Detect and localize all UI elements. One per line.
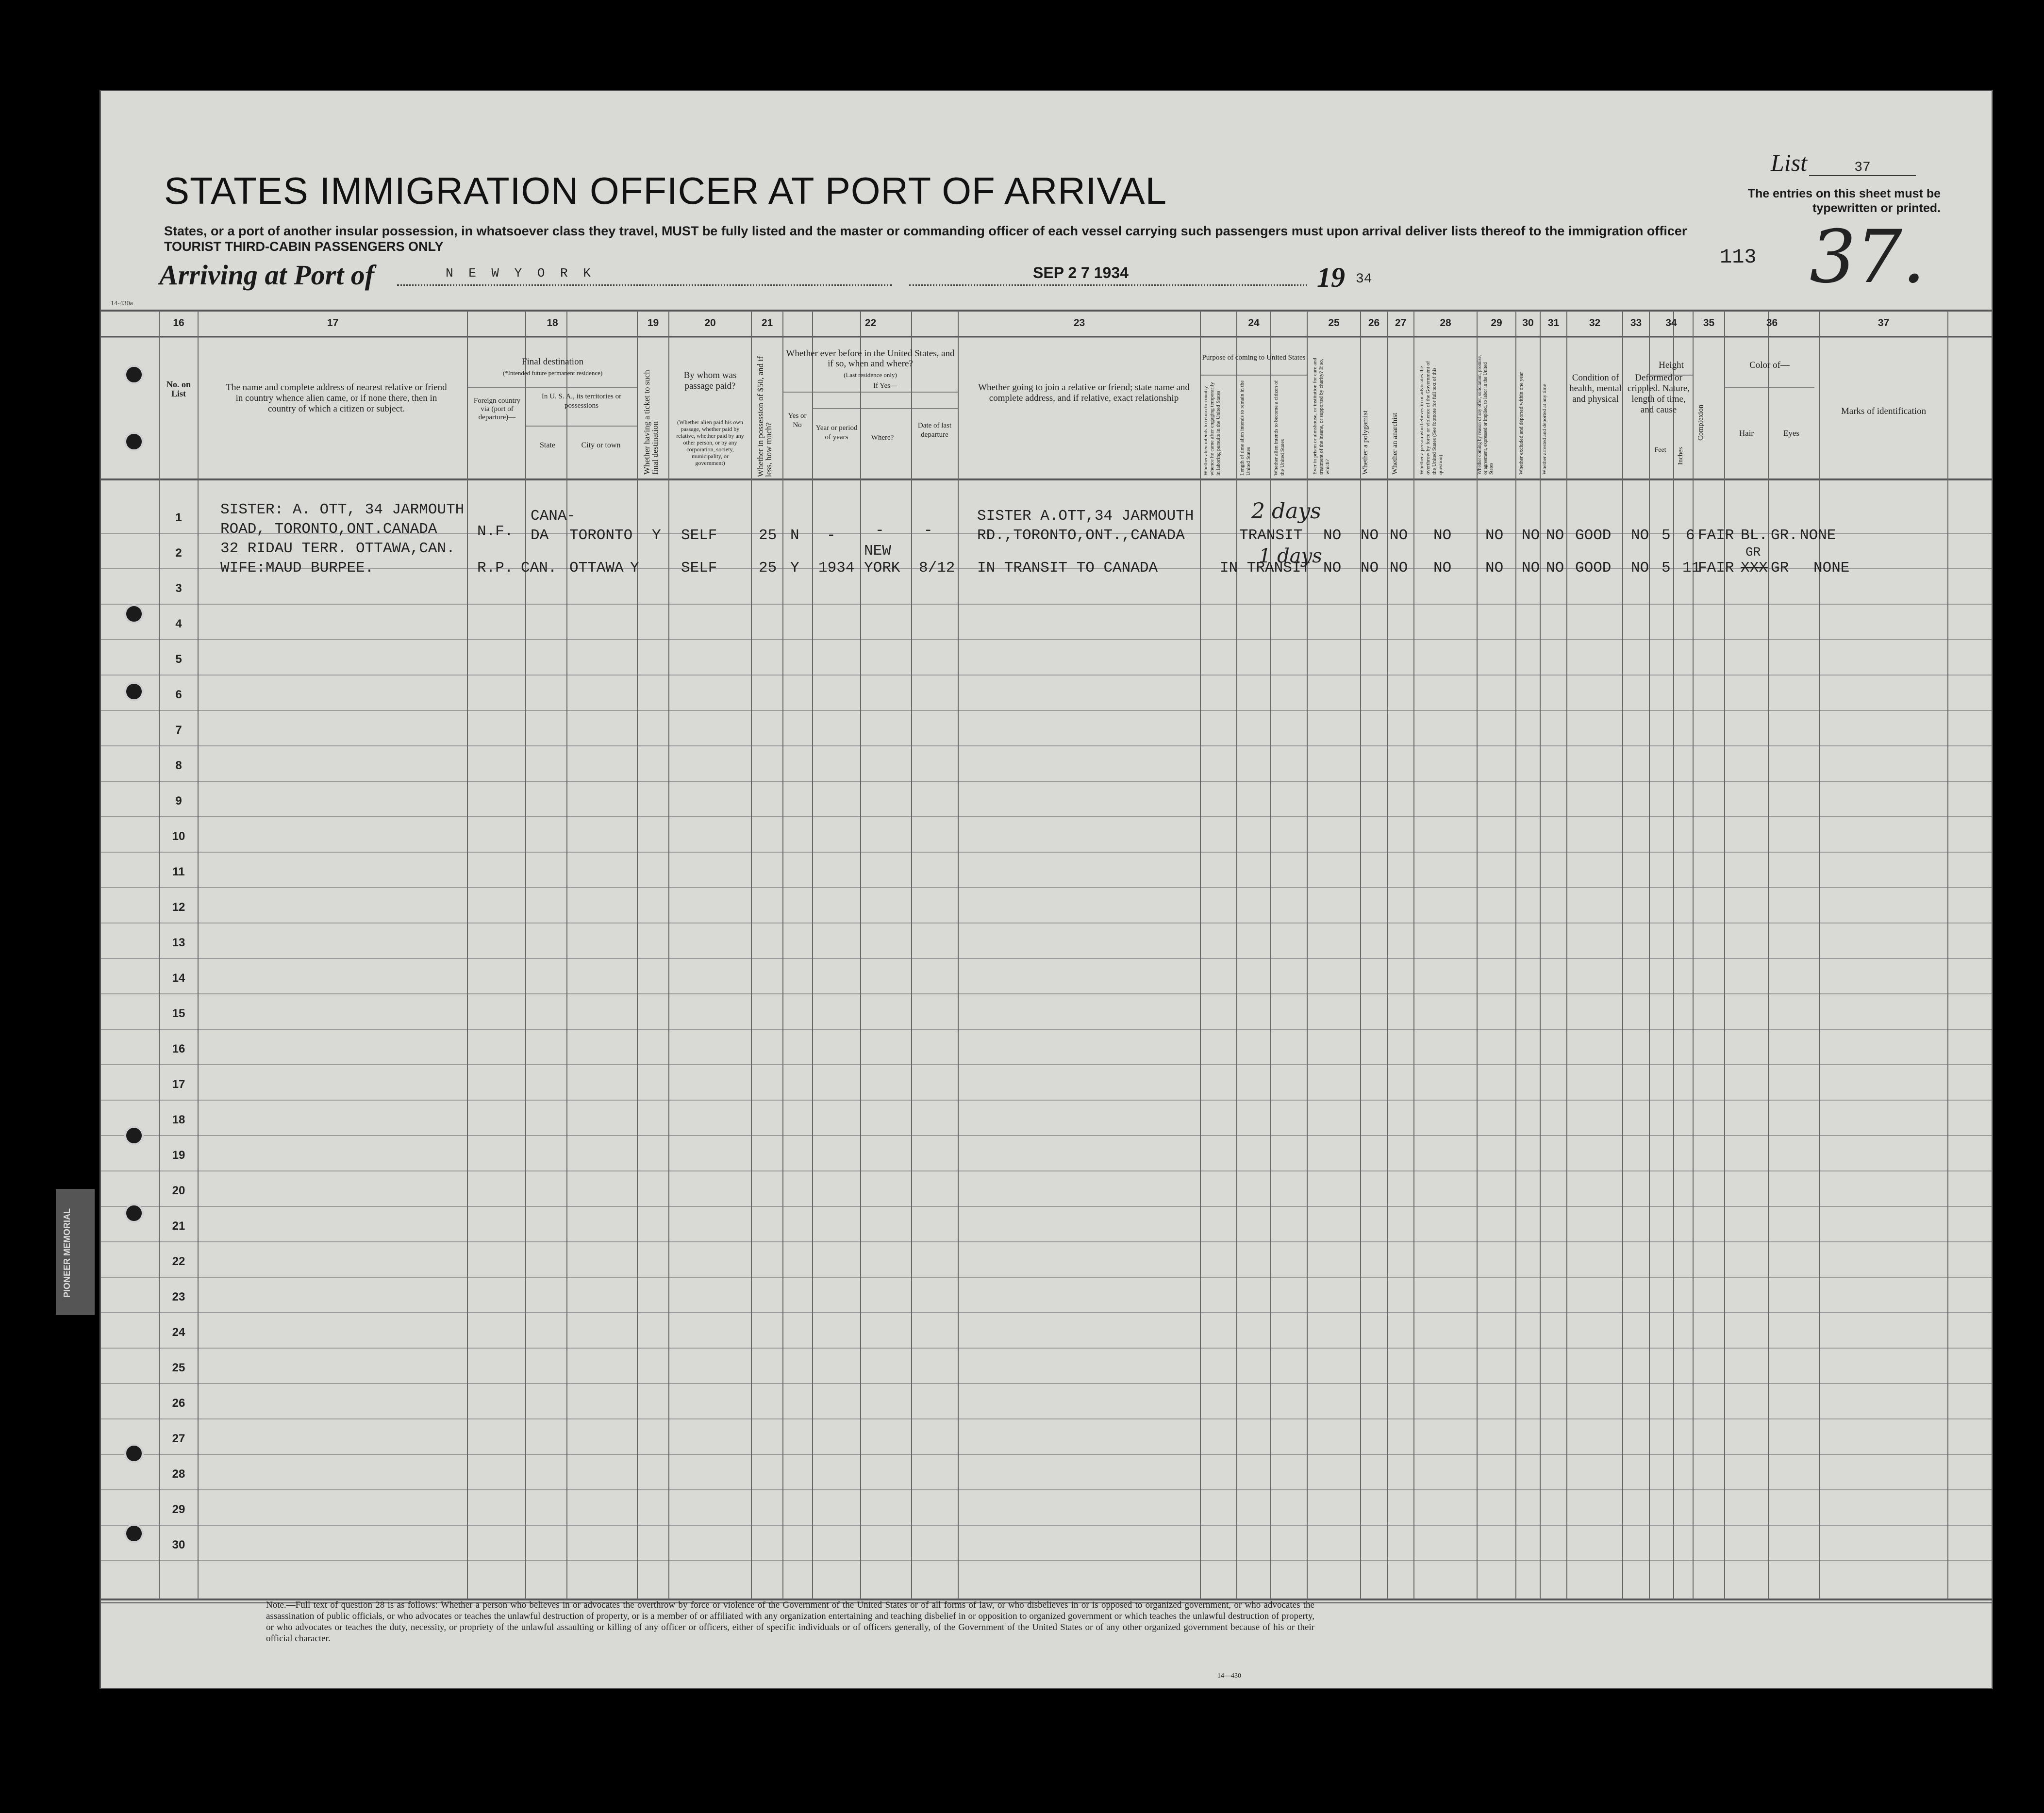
hair: XXX [1741,560,1768,577]
deformed: NO [1631,527,1649,544]
header-joining-relative: Whether going to join a relative or friend; state name and complete address, and if relative, exact relationship [978,382,1190,403]
joining-line-1: IN TRANSIT TO CANADA [977,560,1158,577]
footnote-form-number: 14—430 [1217,1672,1241,1680]
row-number: 2 [175,546,182,560]
arrested: NO [1546,527,1564,544]
year-prefix: 19 [1317,262,1345,293]
port-line [397,284,892,286]
state-line-2: DA [531,527,549,544]
side-label: PIONEER MEMORIAL [62,1208,72,1298]
row-number: 22 [172,1255,185,1268]
state-line-1: CANA- [531,508,576,525]
row-number: 15 [172,1007,185,1020]
eyes: GR [1771,560,1789,577]
column-number: 37 [1878,317,1890,329]
header-if-yes: If Yes— [873,382,897,390]
eyes: GR. [1771,527,1798,544]
column-number: 17 [327,317,339,329]
polygamist: NO [1361,527,1379,544]
column-number: 22 [864,317,877,329]
money: 25 [759,560,777,577]
purpose: TRANSIT [1239,527,1303,544]
header-ever-before-sub: (Last residence only) [844,371,897,379]
header-arrested: Whether arrested and deported at any time [1542,384,1547,475]
passage-paid: SELF [681,527,717,544]
header-offer-labor: Whether coming by reason of any offer, solicitation, promise, or agreement, expressed or implied, to labor in the United States [1477,355,1494,475]
header-fifty-dollars: Whether in possession of $50, and if less, how much? [756,356,773,477]
overthrow: NO [1433,527,1452,544]
row-number: 6 [175,688,182,701]
row-number: 27 [172,1432,185,1445]
list-number-field [1771,148,1916,177]
ever-before: Y [790,560,799,577]
column-number: 24 [1248,317,1260,329]
header-purpose: Purpose of coming to United States [1202,354,1306,362]
row-number: 24 [172,1326,185,1339]
column-number: 26 [1368,317,1380,329]
punch-hole [124,1126,144,1145]
overthrow: NO [1433,560,1452,577]
length-of-stay: 2 days [1251,499,1321,524]
passage-paid: SELF [681,560,717,577]
header-year: Year or period of years [815,424,858,441]
header-passage-paid-sub: (Whether alien paid his own passage, whether paid by relative, whether paid by any other person, or by any corporation, society, municipality, or government) [676,419,744,466]
manifest-sheet [100,90,1993,1689]
foreign-via: N.F. [477,523,514,540]
punch-hole [124,604,144,624]
row-number: 10 [172,830,185,843]
row-number: 23 [172,1290,185,1303]
punch-hole [124,1203,144,1223]
row-number: 29 [172,1503,185,1516]
column-number: 29 [1491,317,1502,329]
date-stamp: SEP 2 7 1934 [1033,264,1129,281]
complexion: FAIR [1698,560,1734,577]
health: GOOD [1575,560,1612,577]
row-number: 20 [172,1184,185,1197]
header-length-stay: Length of time alien intends to remain in the United States [1239,380,1251,476]
column-number: 31 [1547,317,1560,329]
relative-line-2: WIFE:MAUD BURPEE. [220,560,374,577]
offer-labor: NO [1485,527,1504,544]
header-final-destination-sub: (*Intended future permanent residence) [502,369,603,377]
list-number: 37 [1809,160,1916,176]
passenger-class: TOURIST THIRD-CABIN PASSENGERS ONLY [164,239,444,254]
header-in-usa: In U. S. A., its territories or possessions [541,393,622,410]
header-inches: Inches [1677,447,1684,465]
column-number: 18 [547,317,558,329]
anarchist: NO [1390,527,1408,544]
header-date-departure: Date of last departure [917,422,952,439]
column-number: 20 [704,317,716,329]
row-number: 9 [175,794,182,808]
header-overthrow: Whether a person who believes in or advocates the overthrow by force or violence of the Government of the United States (See footnote for full text of this question) [1419,361,1444,475]
form-subtitle: States, or a port of another insular possession, in whatsoever class they travel, MUST be fully listed and the master or commanding officer of each vessel carrying such passengers must upon arrival deliver lists thereof to the immigration officer [164,224,1687,238]
header-deformed: Deformed or crippled. Nature, length of time, and cause [1627,373,1690,415]
row-number: 1 [175,511,182,524]
money: 25 [759,527,777,544]
column-number: 23 [1073,317,1085,329]
row-number: 30 [172,1538,185,1551]
height-feet: 5 [1662,527,1671,544]
column-number: 19 [647,317,659,329]
column-number: 25 [1328,317,1340,329]
header-eyes: Eyes [1783,429,1800,438]
header-become-citizen: Whether alien intends to become a citizen of the United States [1273,380,1285,476]
where: - [875,522,884,539]
column-number: 27 [1395,317,1407,329]
height-inches: 11 [1682,560,1701,577]
header-hair: Hair [1739,429,1754,438]
departure-date: - [924,522,933,539]
year-suffix: 34 [1356,272,1372,287]
date-line [909,284,1307,286]
header-anarchist: Whether an anarchist [1391,412,1399,475]
header-city: City or town [581,441,621,449]
row-number: 11 [172,865,185,878]
header-relative-address: The name and complete address of nearest relative or friend in country whence alien came, or if none there, then in country of which a citizen or subject. [226,382,447,414]
foreign-via: R.P. [477,560,514,577]
column-number: 35 [1703,317,1715,329]
header-polygamist: Whether a polygamist [1362,410,1369,475]
header-excluded: Whether excluded and deported within one year [1518,372,1524,475]
row-number: 21 [172,1220,185,1233]
header-color-of: Color of— [1749,360,1790,370]
row-number: 14 [172,972,185,985]
header-ever-before: Whether ever before in the United States, and if so, when and where? [786,348,955,369]
prison: NO [1323,560,1342,577]
row-number: 16 [172,1042,185,1055]
ticket: Y [652,527,661,544]
height-inches: 6 [1686,527,1695,544]
offer-labor: NO [1485,560,1504,577]
punch-hole [124,682,144,701]
form-title: STATES IMMIGRATION OFFICER AT PORT OF ARRIVAL [164,169,1167,212]
row-number: 7 [175,724,182,737]
where-line-2: YORK [864,560,900,577]
binding-strip [56,1189,95,1315]
column-number: 36 [1766,317,1778,329]
relative-line-1: 32 RIDAU TERR. OTTAWA,CAN. [220,540,455,557]
header-no-on-list: No. on List [166,379,191,398]
relative-line-2: ROAD, TORONTO,ONT.CANADA [220,521,437,538]
handwritten-list-number: 37. [1810,215,1926,299]
length-of-stay: 1 days [1259,545,1322,567]
header-where: Where? [871,434,894,442]
punch-hole [124,432,144,451]
anarchist: NO [1390,560,1408,577]
row-number: 3 [175,582,182,595]
page-number: 113 [1720,246,1757,269]
header-state: State [540,441,555,449]
typewritten-note: The entries on this sheet must be typewritten or printed. [1747,187,1941,215]
punch-hole [124,1444,144,1463]
column-number: 30 [1522,317,1534,329]
header-height: Height [1659,360,1684,370]
state-line-1: CAN. [521,560,557,577]
prison: NO [1323,527,1342,544]
list-label: List [1771,149,1808,176]
hair-correction: GR [1745,545,1761,560]
row-number: 8 [175,759,182,772]
column-number: 21 [761,317,773,329]
relative-line-1: SISTER: A. OTT, 34 JARMOUTH [220,501,465,518]
row-number: 25 [172,1361,185,1374]
header-foreign-country: Foreign country via (port of departure)— [473,397,521,421]
row-number: 26 [172,1397,185,1410]
header-final-destination: Final destination [521,357,584,367]
header-intends-return: Whether alien intends to return to country whence he came after engaging temporarily in laboring pursuits in the United States [1203,382,1221,476]
joining-line-2: RD.,TORONTO,ONT.,CANADA [977,527,1185,544]
port-value: N E W Y O R K [446,266,595,280]
ever-before: N [790,527,799,544]
deformed: NO [1631,560,1649,577]
row-number: 5 [175,653,182,666]
ticket: Y [630,560,639,577]
year: - [827,527,836,544]
row-number: 19 [172,1149,185,1162]
form-number: 14-430a [111,300,133,307]
column-number: 34 [1665,317,1677,329]
column-number: 16 [173,317,184,329]
header-marks: Marks of identification [1841,406,1927,416]
row-number: 17 [172,1078,185,1091]
header-yes-or-no: Yes or No [788,412,807,429]
joining-line-1: SISTER A.OTT,34 JARMOUTH [977,508,1194,525]
city: TORONTO [569,527,633,544]
column-number: 28 [1440,317,1451,329]
complexion: FAIR [1698,527,1734,544]
header-feet: Feet [1654,446,1666,454]
arrested: NO [1546,560,1564,577]
header-complexion: Complexion [1697,404,1705,441]
purpose: IN TRANSIT [1220,560,1311,577]
header-health: Condition of health, mental and physical [1569,373,1622,404]
health: GOOD [1575,527,1612,544]
hair: BL. [1741,527,1768,544]
column-number: 32 [1589,317,1601,329]
header-ticket: Whether having a ticket to such final destination [642,370,660,475]
marks: NONE [1813,560,1850,577]
departure-date: 8/12 [919,560,955,577]
arriving-label: Arriving at Port of [159,259,375,291]
punch-hole [124,365,144,384]
polygamist: NO [1361,560,1379,577]
header-passage-paid: By whom was passage paid? [683,370,737,391]
row-number: 12 [172,901,185,914]
header-prison: Ever in prison or almshouse, or institution for care and treatment of the insane, or supported by charity? If so, which? [1312,358,1330,475]
footnote: Note.—Full text of question 28 is as follows: Whether a person who believes in or advocates the overthrow by force or violence of the Government of the United States or of all forms of law, or who disbelieves in or is opposed to organized government, or who advocates the assassination of public officials, or who advocates or teaches the unlawful destruction of property, or is a member of or affiliated with any organization entertaining and teaching disbelief in or opposition to organized government or which teaches the unlawful destruction of property, or who advocates or teaches the duty, necessity, or propriety of the unlawful assaulting or killing of any officer or officers, either of specific individuals or of officers generally, of the Government of the United States or of any other organized government because of his or their official character. [266,1600,1314,1644]
excluded: NO [1522,527,1540,544]
excluded: NO [1522,560,1540,577]
row-number: 18 [172,1113,185,1126]
where-line-1: NEW [864,543,891,560]
column-number: 33 [1630,317,1642,329]
height-feet: 5 [1662,560,1671,577]
marks: NONE [1800,527,1836,544]
city: OTTAWA [569,560,624,577]
row-number: 28 [172,1467,185,1481]
row-number: 13 [172,936,185,949]
punch-hole [124,1524,144,1543]
row-number: 4 [175,617,182,630]
year: 1934 [818,560,855,577]
table-grid [101,91,1992,1688]
